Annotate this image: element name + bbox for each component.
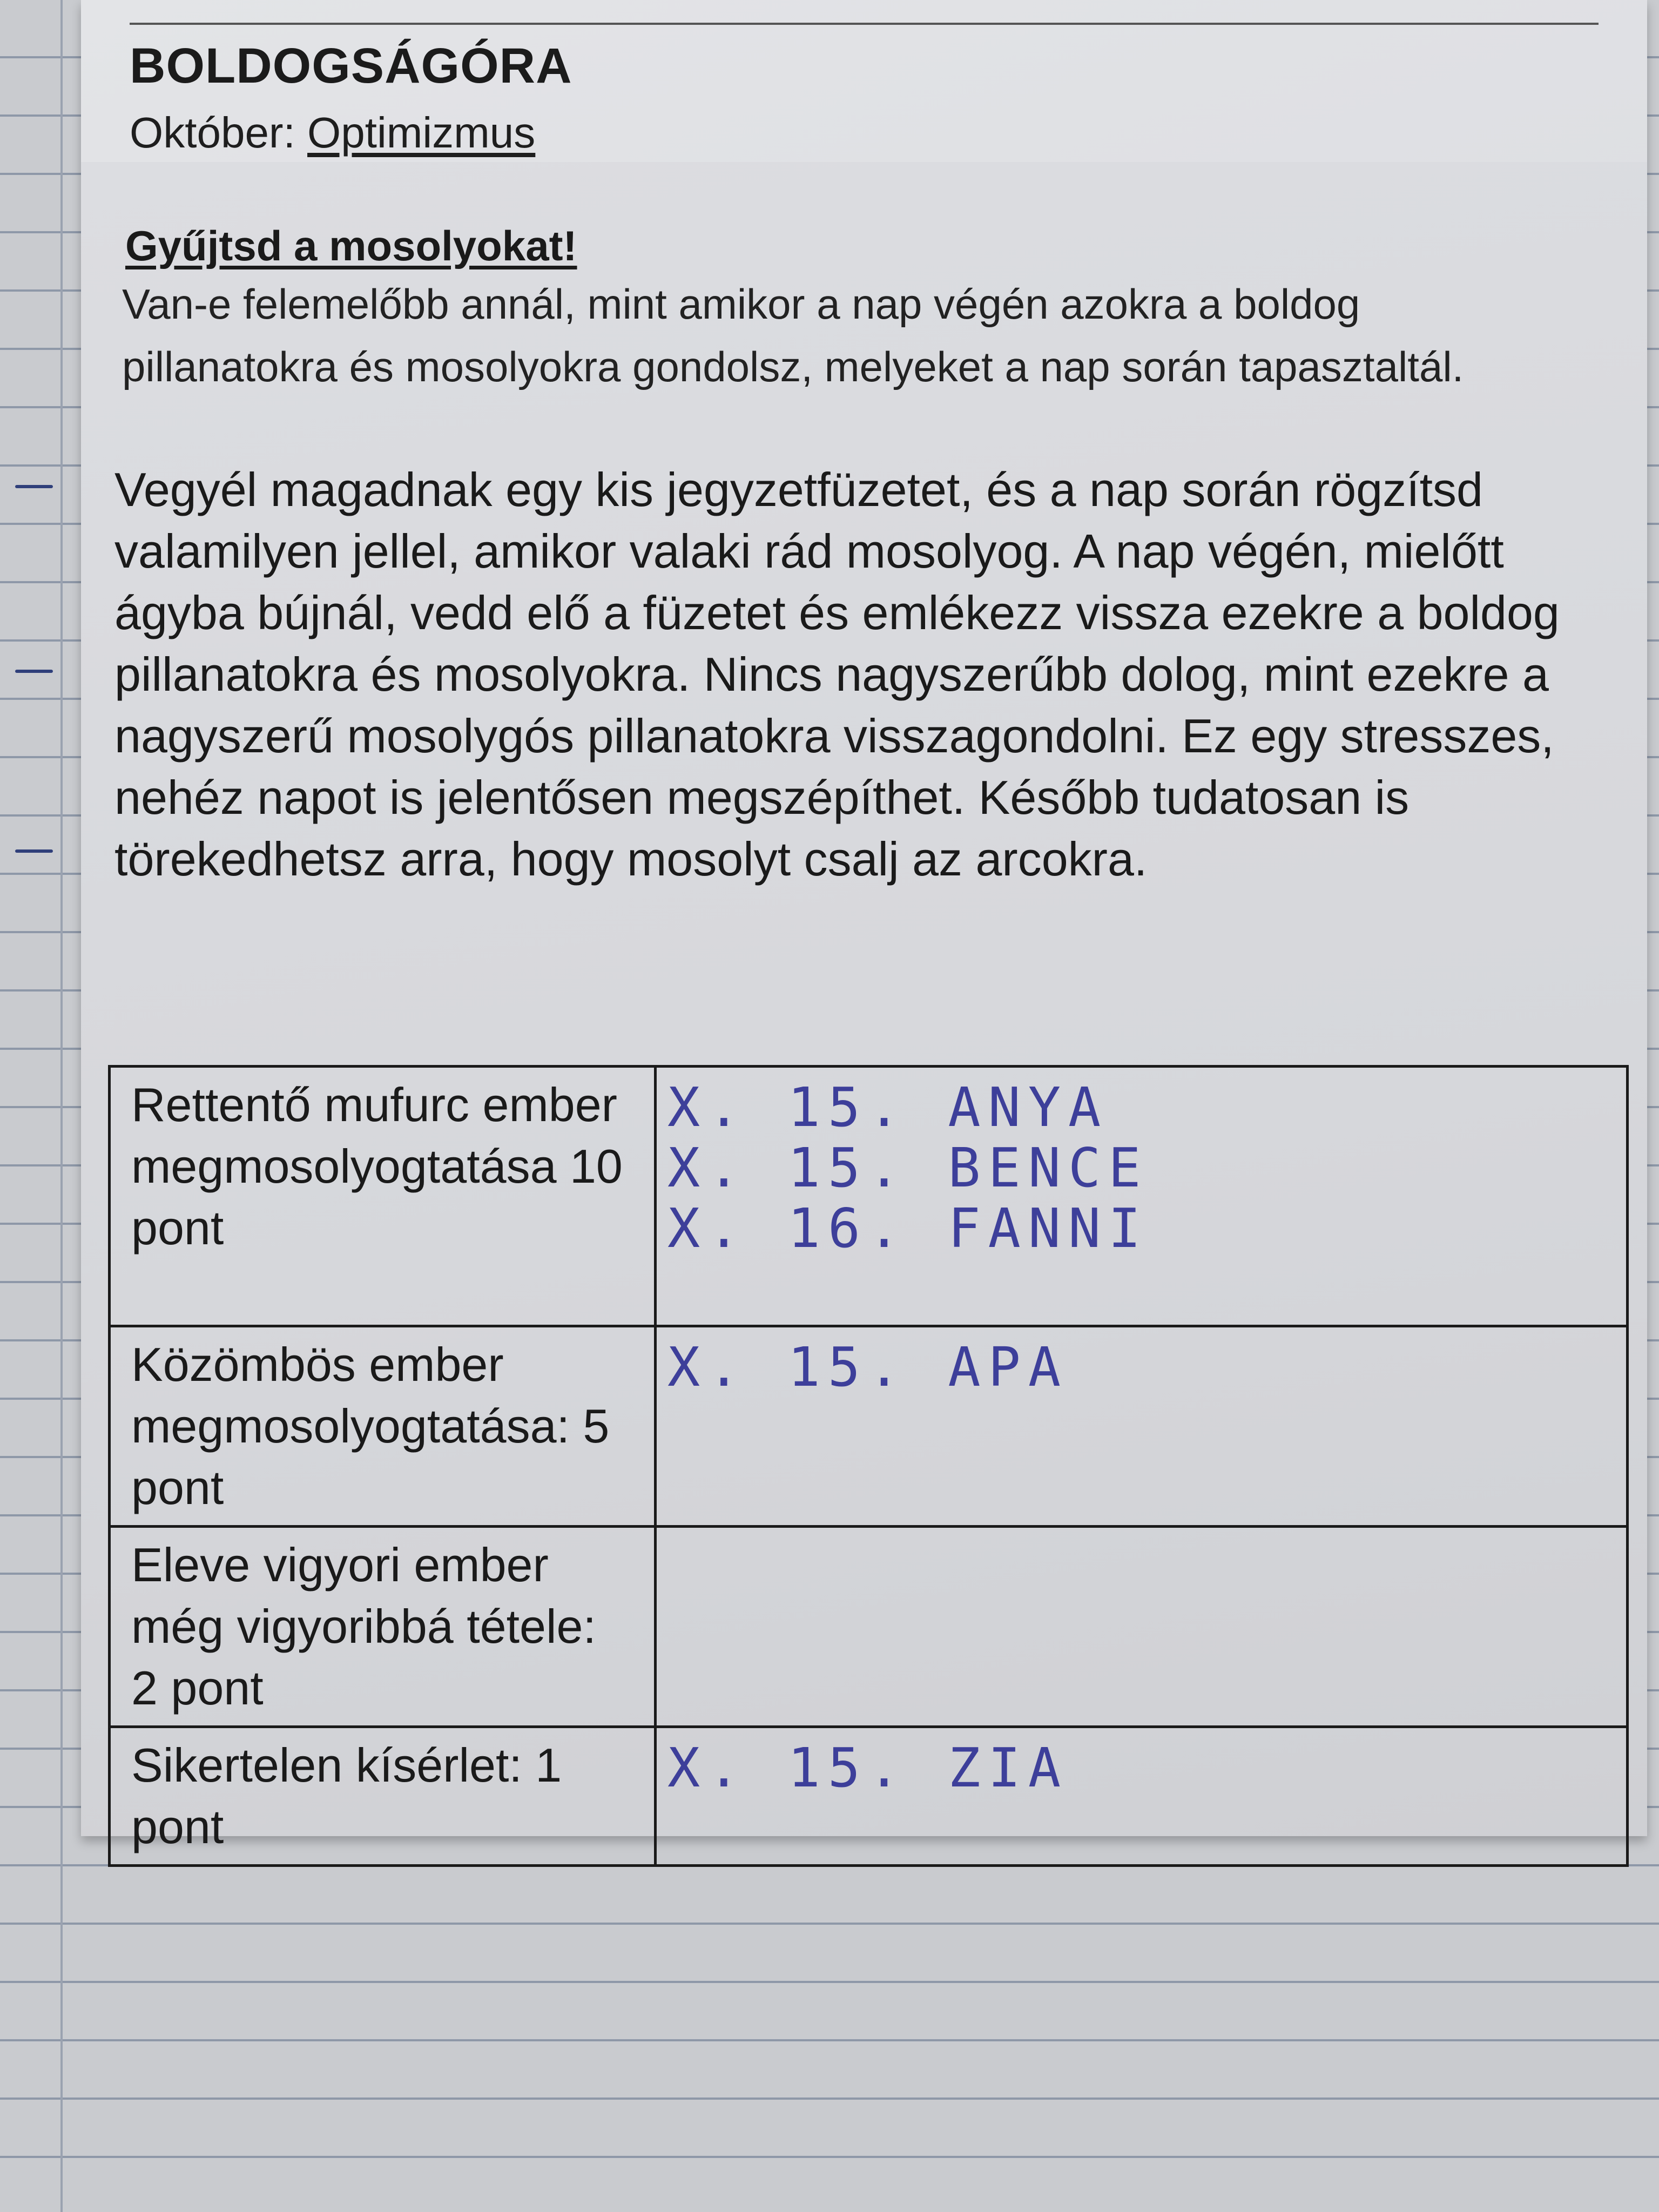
handwritten-entry: X. 15. ZIA xyxy=(667,1736,1069,1799)
table-row xyxy=(110,1067,1628,1326)
handwritten-entry: X. 15. ANYA xyxy=(667,1076,1109,1139)
header-rule xyxy=(130,23,1599,25)
pen-mark xyxy=(15,485,53,488)
entries-cell xyxy=(656,1527,1628,1727)
table-row xyxy=(110,1527,1628,1727)
month-topic: Optimizmus xyxy=(307,109,536,157)
entries-cell xyxy=(656,1727,1628,1866)
category-cell: Közömbös ember megmosolyogtatása: 5 pont xyxy=(110,1326,656,1527)
category-cell: Eleve vigyori ember még vigyoribbá tétele: 2 pont xyxy=(110,1527,656,1727)
month-label: Október: xyxy=(130,109,295,157)
entries-cell xyxy=(656,1067,1628,1326)
table-row xyxy=(110,1727,1628,1866)
handwritten-entry: X. 15. BENCE xyxy=(667,1136,1149,1199)
month-line xyxy=(130,108,535,158)
category-cell: Rettentő mufurc ember megmosolyogtatása 10 pont xyxy=(110,1067,656,1326)
worksheet-title: BOLDOGSÁGÓRA xyxy=(130,38,572,93)
pen-mark xyxy=(15,849,53,853)
category-cell: Sikertelen kísérlet: 1 pont xyxy=(110,1727,656,1866)
entries-cell xyxy=(656,1326,1628,1527)
pen-mark xyxy=(15,670,53,673)
notebook-margin-line xyxy=(60,0,63,2212)
handwritten-entry: X. 15. APA xyxy=(667,1336,1069,1399)
instructions-paragraph: Vegyél magadnak egy kis jegyzetfüzetet, és a nap során rögzítsd valamilyen jellel, amikor valaki rád mosolyog. A nap végén, mielőtt ágyba bújnál, vedd elő a füzetet és emlékezz vissza ezekre a boldog pillanatokra és mosolyokra. Nincs nagyszerűbb dolog, mint ezekre a nagyszerű mosolygós pillanatokra visszagondolni. Ez egy stresszes, nehéz napot is jelentősen megszépíthet. Később tudatosan is törekedhetsz arra, hogy mosolyt csalj az arcokra. xyxy=(114,463,1560,886)
intro-paragraph: Van-e felemelőbb annál, mint amikor a nap végén azokra a boldog pillanatokra és mosolyokra gondolsz, melyeket a nap során tapasztaltál. xyxy=(122,280,1464,390)
handwritten-entry: X. 16. FANNI xyxy=(667,1197,1149,1260)
score-table xyxy=(108,1065,1629,1867)
section-heading: Gyűjtsd a mosolyokat! xyxy=(125,222,577,269)
table-row xyxy=(110,1326,1628,1527)
